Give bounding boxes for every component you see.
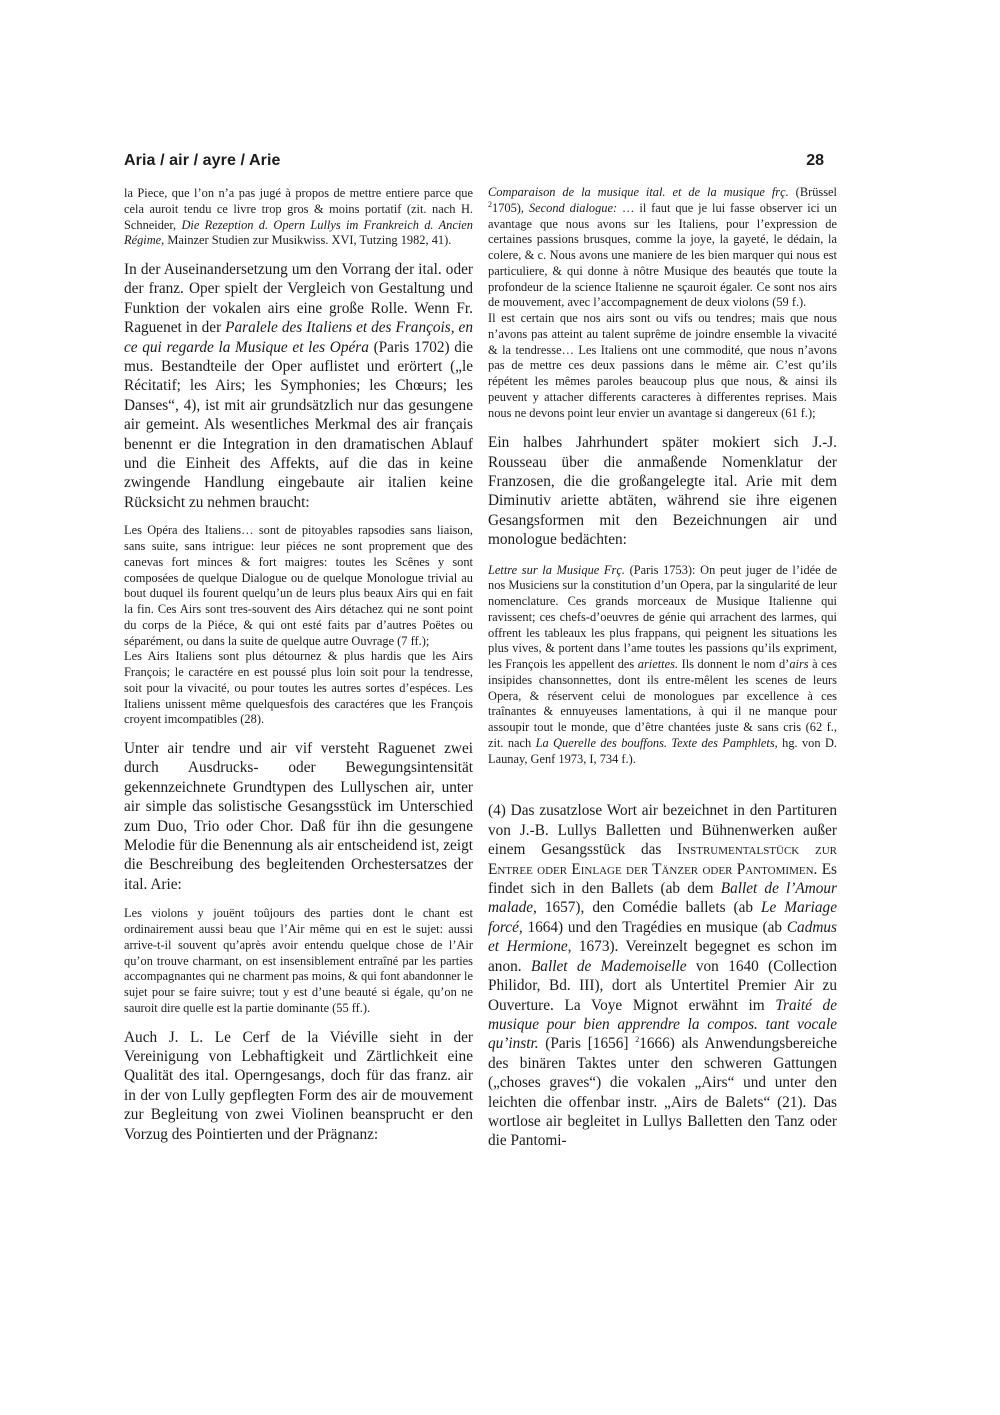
body-paragraph: Ein halbes Jahrhundert später mokiert sich J.-J. Rousseau über die anmaßende Nomenklatur der Franzosen, die die großangelegte ital. Arie mit dem Diminutiv ariette abtäten, während sie ihre eigenen Gesangsformen mit den Bezeichnungen air und monologue bedächten:	[488, 434, 837, 549]
page-number: 28	[806, 152, 824, 169]
quote-paragraph: la Piece, que l’on n’a pas jugé à propos de mettre entiere parce que cela auroit tendu ce livre trop gros & moins portatif (zit. nach H. Schneider, Die Rezeption d. Opern Lullys im Frankreich d. Ancien Régime, Mainzer Studien zur Musikwiss. XVI, Tutzing 1982, 41).	[124, 186, 473, 248]
body-paragraph: Unter air tendre und air vif versteht Raguenet zwei durch Ausdrucks- oder Bewegungsintensität gekennzeichnete Grundtypen des Lullyschen air, unter air simple das solistische Gesangsstück im Unterschied zum Duo, Trio oder Chor. Daß für ihn die gesungene Melodie für die Benennung als air entscheidend ist, zeigt die Beschreibung des begleitenden Orchestersatzes der ital. Arie:	[124, 740, 473, 893]
running-header	[124, 152, 824, 176]
quote-paragraph: Les Airs Italiens sont plus détournez & plus hardis que les Airs François; le caractére en est poussé plus loin soit pour la tendresse, soit pour la vivacité, ou pour toutes les autres sortes d’espéces. Les Italiens unissent même quelquesfois des caractéres que les François croyent imcompatibles (28).	[124, 649, 473, 727]
quote-paragraph: Il est certain que nos airs sont ou vifs ou tendres; mais que nous n’avons pas atteint au talent suprême de joindre ensemble la vivacité & la tendresse… Les Italiens ont une commodité, que nous n’avons pas de mettre ces deux passions dans le même air. C’est qu’ils répétent les mêmes paroles beaucoup plus que nous, & ainsi ils peuvent y attacher differents caracteres à differentes reprises. Mais nous ne devons point leur envier un avantage si dangereux (61 f.);	[488, 311, 837, 420]
quote-paragraph: Lettre sur la Musique Frç. (Paris 1753): On peut juger de l’idée de nos Musiciens sur la constitution d’un Opera, par la singularité de leur nomenclature. Ces grands morceaux de Musique Italienne qui ravissent; ces chefs-d’oeuvres de génie qui arrachent des larmes, qui offrent les tableaux les plus frappans, qui peignent les situations les plus vives, & portent dans l’ame toutes les passions qu’ils expriment, les François les appellent des ariettes. Ils donnent le nom d’airs à ces insipides chansonnettes, dont ils entre-mêlent les scenes de leurs Opera, & réservent celui de monologues par excellence à ces traînantes & ennuyeuses lamentations, à qui il ne manque pour assoupir tout le monde, que d’être chantées juste & sans cris (62 f., zit. nach La Querelle des bouffons. Texte des Pamphlets, hg. von D. Launay, Genf 1973, I, 734 f.).	[488, 562, 837, 766]
body-paragraph: Auch J. L. Le Cerf de la Viéville sieht in der Vereinigung von Lebhaftigkeit und Zärtlichkeit eine Qualität des ital. Operngesangs, doch für das franz. air in der von Lully gepflegten Form des air de mouvement zur Begleitung von zwei Violinen beansprucht er den Vorzug des Pointierten und der Prägnanz:	[124, 1028, 473, 1143]
quote-paragraph: Les violons y jouënt toûjours des parties dont le chant est ordinairement aussi beau que l’Air même qui en est le sujet: aussi arrive-t-il souvent qu’après avoir entendu quelque chose de l’Air qu’on trouve charmant, on est insensiblement entraîné par les parties accompagnantes qui ne charment pas moins, & qui font abandonner le sujet pour se faire suivre; tout y est d’une beauté si égale, qu’on ne sauroit dire quelle est la partie dominante (55 ff.).	[124, 906, 473, 1015]
article-title: Aria / air / ayre / Arie	[124, 152, 281, 169]
body-paragraph: (4) Das zusatzlose Wort air bezeichnet in den Partituren von J.-B. Lullys Balletten und Bühnenwerken außer einem Gesangsstück das Instrumentalstück zur Entree oder Einlage der Tänzer oder Pantomimen. Es findet sich in den Ballets (ab dem Ballet de l’Amour malade, 1657), den Comédie ballets (ab Le Mariage forcé, 1664) und den Tragédies en musique (ab Cadmus et Hermione, 1673). Vereinzelt begegnet es schon im anon. Ballet de Mademoiselle von 1640 (Collection Philidor, Bd. III), dort als Untertitel Premier Air zu Ouverture. La Voye Mignot erwähnt im Traité de musique pour bien apprendre la compos. tant vocale qu’instr. (Paris [1656] $^2$1666) als Anwendungsbereiche des binären Taktes unter den schweren Gattungen („choses graves“) die vokalen „Airs“ und unter den leichten die offenbar instr. „Airs de Balets“ (21). Das wortlose air begleitet in Lullys Balletten den Tanz oder die Pantomi-	[488, 802, 837, 1150]
quote-paragraph: Les Opéra des Italiens… sont de pitoyables rapsodies sans liaison, sans suite, sans intrigue: leur piéces ne sont proprement que des canevas fort minces & fort maigres: toutes les Scênes y sont composées de quelque Dialogue ou de quelque Monologue trivial au bout duquel ils fourent quelqu’un de leurs plus beaux Airs qui en fait la fin. Ces Airs sont tres-souvent des Airs détachez qui ne sont point du corps de la Piéce, & qui ont esté faits par d’autres Poëtes ou séparément, ou dans la suite de quelque autre Ouvrage (7 ff.);	[124, 523, 473, 648]
right-column	[488, 185, 837, 1151]
body-paragraph: In der Auseinandersetzung um den Vorrang der ital. oder der franz. Oper spielt der Vergleich von Gestaltung und Funktion der vokalen airs eine große Rolle. Wenn Fr. Raguenet in der Paralele des Italiens et des François, en ce qui regarde la Musique et les Opéra (Paris 1702) die mus. Bestandteile der Oper auflistet und erörtert („le Récitatif; les Airs; les Symphonies; les Chœurs; les Danses“, 4), ist mit air grundsätzlich nur das gesungene air gemeint. Als wesentliches Merkmal des air français benennt er die Integration in den dramatischen Ablauf und die Einheit des Affekts, auf die das in keine zwingende Handlung eingebaute air italien keine Rücksicht zu nehmen braucht:	[124, 261, 473, 511]
quote-paragraph: Comparaison de la musique ital. et de la musique frç. (Brüssel $^2$1705), Second dialogue: … il faut que je lui fasse observer ici un avantage que nous avons sur les Italiens, pour l’expression de certaines passions brusques, comme la joye, la gayeté, le dédain, la colere, & c. Nous avons une maniere de les bien marquer qui nous est particuliere, & qui donne à nôtre Musique des beautés que toute la profondeur de la science Italienne ne sçauroit égaler. Ce sont nos airs de mouvement, avec l’accompagnement de deux violons (59 f.).	[488, 185, 838, 310]
left-column	[124, 186, 473, 1144]
